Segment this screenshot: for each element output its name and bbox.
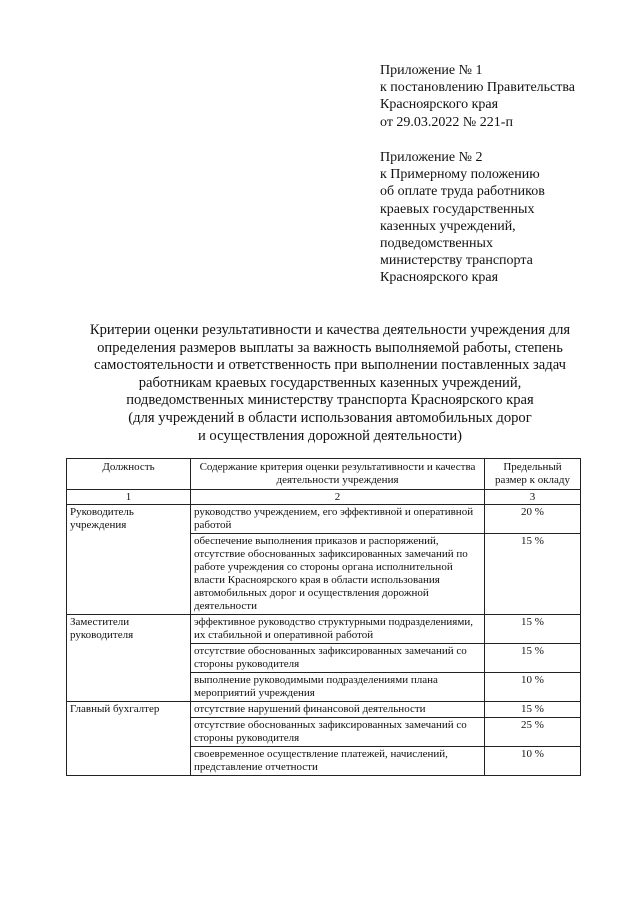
criterion-cell: отсутствие обоснованных зафиксированных замечаний со стороны руководителя xyxy=(191,718,485,747)
appendix-2-line: казенных учреждений, xyxy=(380,218,516,234)
limit-cell: 15 % xyxy=(485,615,581,644)
document-title xyxy=(60,322,600,445)
appendix-2-line: Приложение № 2 xyxy=(380,150,483,165)
appendix-1-block xyxy=(380,62,630,131)
criterion-cell: отсутствие нарушений финансовой деятельности xyxy=(191,702,485,718)
title-line: (для учреждений в области использования автомобильных дорог xyxy=(128,409,532,426)
criterion-cell: эффективное руководство структурными подразделениями, их стабильной и оперативной работой xyxy=(191,615,485,644)
limit-cell: 15 % xyxy=(485,534,581,615)
column-number-row xyxy=(67,490,581,505)
title-line: работникам краевых государственных казенных учреждений, xyxy=(138,374,522,391)
column-number: 1 xyxy=(67,490,191,505)
criterion-cell: руководство учреждением, его эффективной и оперативной работой xyxy=(191,505,485,534)
appendix-1-line: Красноярского края xyxy=(380,97,499,113)
position-cell: Руководитель учреждения xyxy=(67,505,191,615)
position-cell: Главный бухгалтер xyxy=(67,702,191,776)
criterion-cell: отсутствие обоснованных зафиксированных замечаний со стороны руководителя xyxy=(191,644,485,673)
criteria-table xyxy=(66,458,581,776)
position-cell: Заместители руководителя xyxy=(67,615,191,702)
title-line: Критерии оценки результативности и качества деятельности учреждения для xyxy=(89,322,571,338)
appendix-2-line: подведомственных xyxy=(380,236,493,252)
limit-cell: 15 % xyxy=(485,702,581,718)
table-row xyxy=(67,615,581,644)
appendix-2-line: министерству транспорта xyxy=(380,253,533,269)
limit-cell: 10 % xyxy=(485,747,581,776)
criterion-cell: своевременное осуществление платежей, начислений, представление отчетности xyxy=(191,747,485,776)
limit-cell: 20 % xyxy=(485,505,581,534)
header-criterion: Содержание критерия оценки результативности и качества деятельности учреждения xyxy=(191,459,485,490)
appendix-2-block xyxy=(380,149,630,287)
column-number: 2 xyxy=(191,490,485,505)
header-limit: Предельный размер к окладу xyxy=(485,459,581,490)
appendix-1-line: Приложение № 1 xyxy=(380,63,483,78)
appendix-1-line: к постановлению Правительства xyxy=(380,80,576,96)
criterion-cell: обеспечение выполнения приказов и распоряжений, отсутствие обоснованных зафиксированных замечаний по работе учреждения со стороны органа исполнительной власти Красноярского края в области использования автомобильных дорог и осуществления дорожной деятельности xyxy=(191,534,485,615)
header-position: Должность xyxy=(67,459,191,490)
table-header-row xyxy=(67,459,581,490)
limit-cell: 25 % xyxy=(485,718,581,747)
appendix-2-line: Красноярского края xyxy=(380,270,499,286)
criterion-cell: выполнение руководимыми подразделениями плана мероприятий учреждения xyxy=(191,673,485,702)
appendix-2-line: краевых государственных xyxy=(380,201,535,217)
appendix-2-line: к Примерному положению xyxy=(380,167,540,183)
title-line: подведомственных министерству транспорта Красноярского края xyxy=(126,392,534,409)
table-row xyxy=(67,702,581,718)
table-row xyxy=(67,505,581,534)
limit-cell: 10 % xyxy=(485,673,581,702)
title-line: самостоятельности и ответственность при выполнении поставленных задач xyxy=(94,357,566,374)
appendix-1-line: от 29.03.2022 № 221-п xyxy=(380,114,513,130)
appendix-2-line: об оплате труда работников xyxy=(380,184,545,200)
column-number: 3 xyxy=(485,490,581,505)
limit-cell: 15 % xyxy=(485,644,581,673)
title-line: определения размеров выплаты за важность выполняемой работы, степень xyxy=(97,339,563,356)
title-line: и осуществления дорожной деятельности) xyxy=(197,427,463,444)
